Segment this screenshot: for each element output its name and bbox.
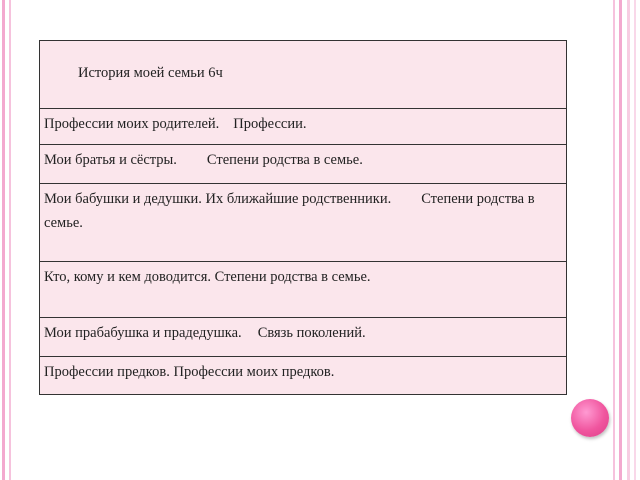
row-topic: Мои братья и сёстры. [44,152,177,168]
curriculum-table [39,40,567,395]
table-row [40,144,566,183]
row-topic: Профессии предков. Профессии моих предков. [44,364,335,380]
decorative-stripe [627,0,630,480]
table-title: История моей семьи 6ч [78,65,223,81]
table-row [40,261,566,317]
table-row [40,356,566,394]
row-topic: Мои бабушки и дедушки. Их ближайшие родственники. [44,191,392,207]
row-topic: Профессии моих родителей. [44,116,220,132]
decorative-stripe [613,0,615,480]
row-subtopic: Степени родства в семье. [44,191,535,231]
row-topic: Кто, кому и кем доводится. Степени родства в семье. [44,269,371,285]
decorative-stripe [2,0,5,480]
decorative-stripe [634,0,636,480]
row-subtopic: Степени родства в семье. [206,152,363,168]
row-topic: Мои прабабушка и прадедушка. [44,325,242,341]
decorative-stripe [619,0,622,480]
decorative-circle-icon [571,399,609,437]
table-title-row [40,41,566,108]
table-row [40,108,566,144]
row-subtopic: Профессии. [233,116,307,132]
table-row [40,183,566,261]
row-subtopic: Связь поколений. [257,325,366,341]
table-row [40,317,566,356]
decorative-stripe [9,0,11,480]
